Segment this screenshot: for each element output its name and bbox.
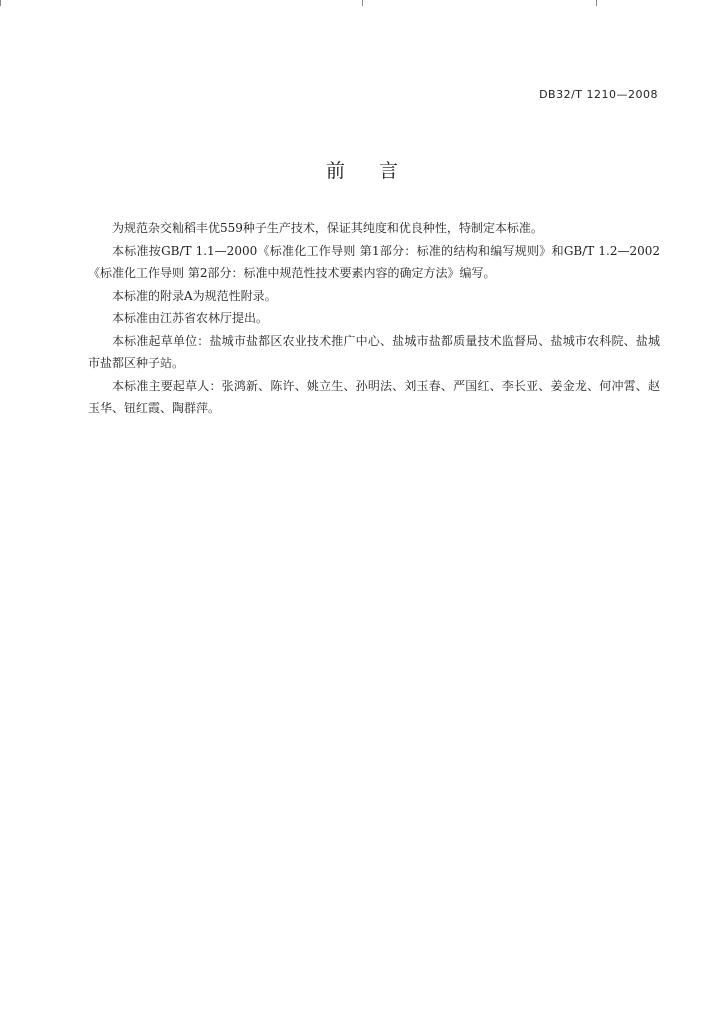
paragraph-drafting-rules: 本标准按GB/T 1.1—2000《标准化工作导则 第1部分：标准的结构和编写规则》和GB/T 1.2—2002《标准化工作导则 第2部分：标准中规范性技术要素内容的确定方法》编写。 [88, 243, 660, 280]
scan-edge-mark [362, 0, 363, 6]
paragraph-proposer: 本标准由江苏省农林厅提出。 [112, 311, 269, 325]
paragraph-appendix: 本标准的附录A为规范性附录。 [112, 288, 277, 303]
scan-edge-mark [596, 0, 597, 6]
page-title: 前言 [325, 160, 432, 182]
standard-code: DB32/T 1210—2008 [539, 88, 658, 101]
paragraph-drafting-units: 本标准起草单位：盐城市盐都区农业技术推广中心、盐城市盐都质量技术监督局、盐城市农科院、盐城市盐都区种子站。 [88, 333, 660, 370]
foreword-body [88, 217, 660, 420]
scan-edge-mark [0, 0, 1, 6]
paragraph-purpose: 为规范杂交籼稻丰优559种子生产技术，保证其纯度和优良种性，特制定本标准。 [112, 221, 543, 235]
paragraph-drafters: 本标准主要起草人：张鸿新、陈许、姚立生、孙明法、刘玉春、严国红、李长亚、姜金龙、何冲霄、赵玉华、钮红霞、陶群萍。 [88, 378, 660, 415]
